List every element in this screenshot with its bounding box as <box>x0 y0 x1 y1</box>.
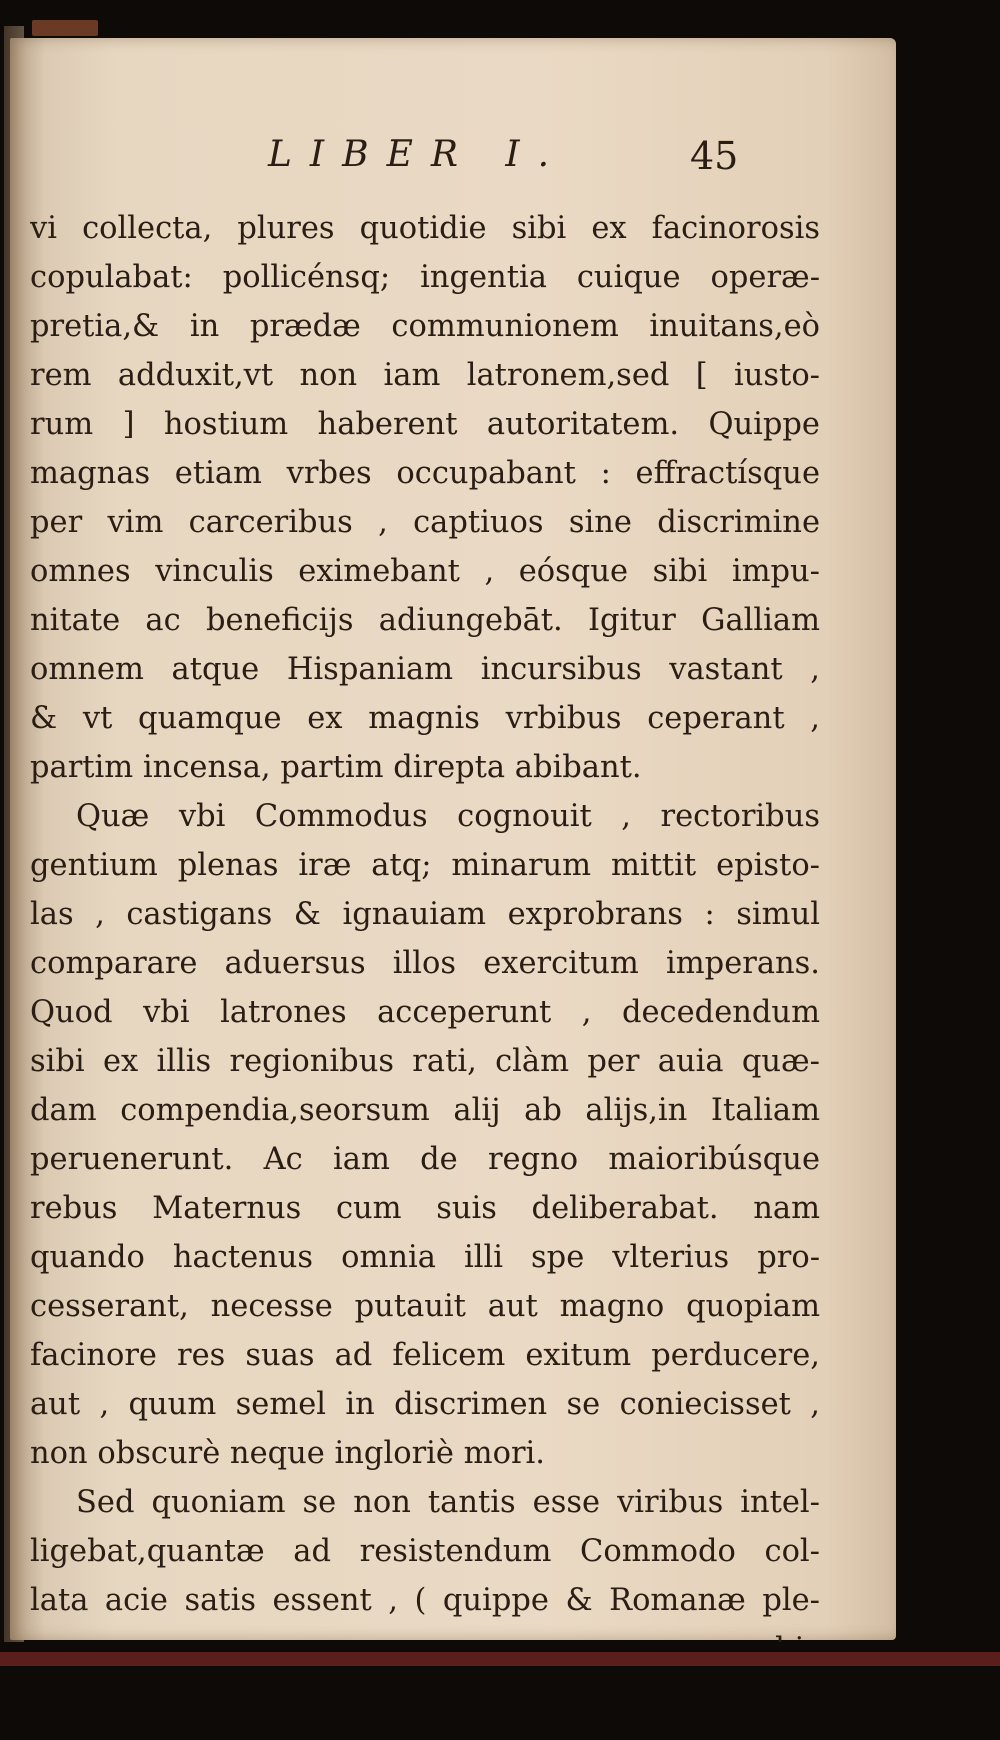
text-line: copulabat: pollicénsq; ingentia cuique operæ- <box>30 260 820 295</box>
text-line: non obscurè neque ingloriè mori. <box>30 1436 545 1471</box>
text-line: quando hactenus omnia illi spe vlterius pro- <box>30 1240 820 1275</box>
page-header <box>10 134 896 184</box>
text-line: rebus Maternus cum suis deliberabat. nam <box>30 1191 820 1226</box>
text-line: gentium plenas iræ atq; minarum mittit episto- <box>30 848 820 883</box>
text-line: nitate ac beneficijs adiungebāt. Igitur Galliam <box>30 603 820 638</box>
paragraph-start-line: Sed quoniam se non tantis esse viribus intel- <box>76 1485 820 1520</box>
running-title: LIBER I. <box>268 134 568 175</box>
paragraph-start-line: Quæ vbi Commodus cognouit , rectoribus <box>76 799 820 834</box>
text-line: rem adduxit,vt non iam latronem,sed [ iusto- <box>30 358 820 393</box>
cover-edge-stripe <box>0 1652 1000 1666</box>
text-line: sibi ex illis regionibus rati, clàm per auia quæ- <box>30 1044 820 1079</box>
text-line: partim incensa, partim direpta abibant. <box>30 750 642 785</box>
body-text <box>30 204 820 1674</box>
text-line: cesserant, necesse putauit aut magno quopiam <box>30 1289 820 1324</box>
text-line: aut , quum semel in discrimen se coniecisset , <box>30 1387 820 1422</box>
text-line: peruenerunt. Ac iam de regno maioribúsque <box>30 1142 820 1177</box>
text-line: per vim carceribus , captiuos sine discrimine <box>30 505 820 540</box>
text-line: magnas etiam vrbes occupabant : effractísque <box>30 456 820 491</box>
binding-tab <box>32 20 98 36</box>
text-line: lata acie satis essent , ( quippe & Romanæ ple- <box>30 1583 820 1618</box>
text-line: comparare aduersus illos exercitum imperans. <box>30 946 820 981</box>
text-line: Quod vbi latrones acceperunt , decedendum <box>30 995 820 1030</box>
text-line: facinore res suas ad felicem exitum perducere, <box>30 1338 820 1373</box>
text-line: & vt quamque ex magnis vrbibus ceperant , <box>30 701 820 736</box>
text-line: pretia,& in prædæ communionem inuitans,eò <box>30 309 820 344</box>
text-line: omnem atque Hispaniam incursibus vastant , <box>30 652 820 687</box>
text-line: rum ] hostium haberent autoritatem. Quippe <box>30 407 820 442</box>
text-line: ligebat,quantæ ad resistendum Commodo col- <box>30 1534 820 1569</box>
page-leaf <box>10 38 896 1640</box>
page-number: 45 <box>690 134 739 178</box>
text-line: vi collecta, plures quotidie sibi ex facinorosis <box>30 211 820 246</box>
text-line: las , castigans & ignauiam exprobrans : simul <box>30 897 820 932</box>
text-line: omnes vinculis eximebant , eósque sibi impu- <box>30 554 820 589</box>
text-line: dam compendia,seorsum alij ab alijs,in Italiam <box>30 1093 820 1128</box>
